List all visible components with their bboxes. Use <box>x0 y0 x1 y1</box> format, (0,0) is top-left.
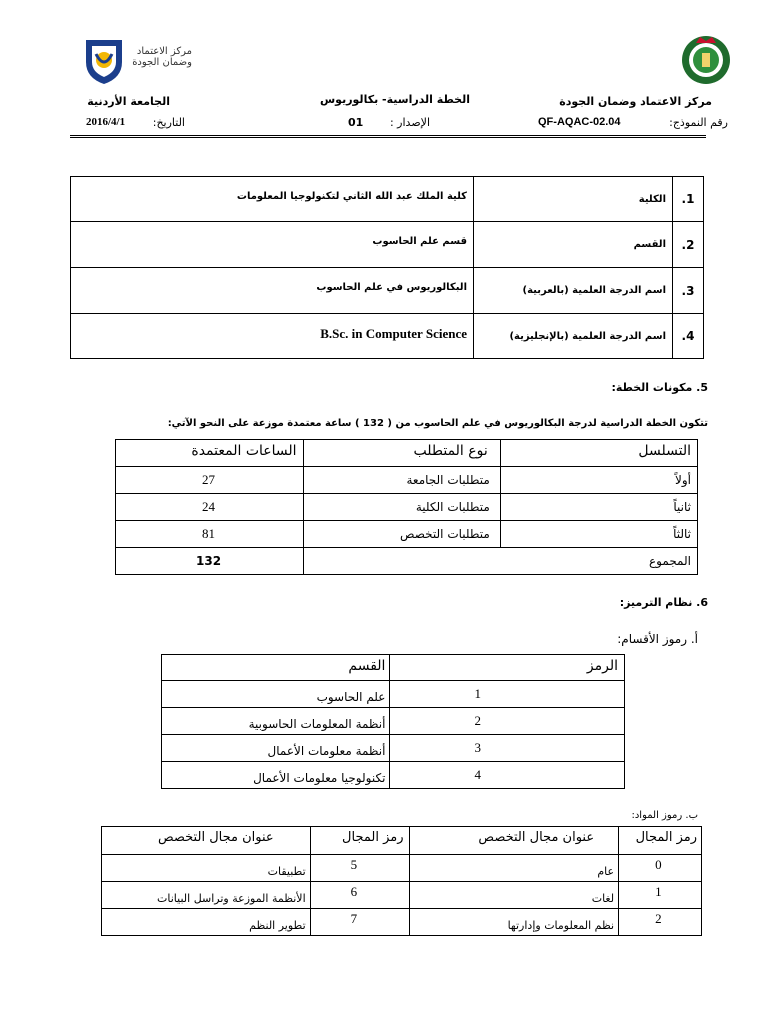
table-header-row <box>162 655 625 681</box>
info-number: 4. <box>681 329 695 343</box>
field-code: 7 <box>350 911 358 926</box>
table-row <box>116 494 698 521</box>
info-label: الكلية <box>638 193 666 205</box>
section5-intro: تتكون الخطة الدراسية لدرجة البكالوريوس في علم الحاسوب من ( 132 ) ساعة معتمدة موزعة على النحو الآتي: <box>167 418 708 429</box>
plan-components-table <box>115 439 698 575</box>
header-divider <box>70 135 706 138</box>
column-header: نوع المتطلب <box>413 443 488 459</box>
dept-code: 3 <box>474 740 481 755</box>
table-row <box>162 681 625 708</box>
program-info-table <box>70 176 704 359</box>
issue-number: 01 <box>348 116 364 129</box>
seq-cell: ثالثاً <box>673 527 691 541</box>
info-value: البكالوريوس في علم الحاسوب <box>316 282 467 293</box>
total-row <box>116 548 698 575</box>
field-code: 1 <box>655 884 662 899</box>
date-value: 2016/4/1 <box>86 116 126 128</box>
accreditation-logo <box>82 36 192 88</box>
total-value: 132 <box>196 554 222 568</box>
field-code: 2 <box>655 911 662 926</box>
table-row <box>102 909 702 936</box>
info-label: اسم الدرجة العلمية (بالعربية) <box>522 285 666 296</box>
info-number: 3. <box>681 283 695 298</box>
dept-name: أنظمة المعلومات الحاسوبية <box>248 717 386 731</box>
section6-sub-b: ب. رموز المواد: <box>631 810 698 821</box>
university-emblem-icon <box>680 33 732 85</box>
issue-label: الإصدار : <box>389 116 430 129</box>
right-org: مركز الاعتماد وضمان الجودة <box>559 95 712 108</box>
table-row <box>116 521 698 548</box>
table-header-row <box>116 440 698 467</box>
field-code: 5 <box>350 857 358 872</box>
dept-name: علم الحاسوب <box>316 690 386 704</box>
field-codes-table <box>101 826 702 936</box>
seq-cell: ثانياً <box>673 500 691 514</box>
info-label: القسم <box>633 239 666 250</box>
table-row <box>162 762 625 789</box>
dept-code: 2 <box>474 713 481 728</box>
field-code: 0 <box>655 857 662 872</box>
table-row <box>162 708 625 735</box>
column-header: رمز المجال <box>635 830 697 845</box>
table-row <box>116 467 698 494</box>
column-header: عنوان مجال التخصص <box>478 830 595 845</box>
info-label: اسم الدرجة العلمية (بالإنجليزية) <box>509 330 666 342</box>
column-header: الساعات المعتمدة <box>191 443 297 459</box>
dept-code: 1 <box>474 686 481 701</box>
info-value: B.Sc. in Computer Science <box>320 326 467 341</box>
info-value: قسم علم الحاسوب <box>372 236 467 247</box>
center-title: الخطة الدراسية- بكالوريوس <box>320 93 470 106</box>
info-number: 2. <box>681 237 695 252</box>
table-row <box>162 735 625 762</box>
info-value: كلية الملك عبد الله الثاني لتكنولوجيا المعلومات <box>236 191 467 202</box>
left-org: الجامعة الأردنية <box>87 95 170 108</box>
type-cell: متطلبات الكلية <box>415 500 490 514</box>
field-title: نظم المعلومات وإدارتها <box>507 918 615 932</box>
type-cell: متطلبات الجامعة <box>406 473 490 487</box>
column-header: القسم <box>348 657 386 674</box>
section6-sub-a: أ. رموز الأقسام: <box>617 632 698 646</box>
accreditation-logo-icon <box>82 36 126 86</box>
column-header: رمز المجال <box>342 830 404 845</box>
info-row <box>71 222 704 268</box>
info-row <box>71 314 704 359</box>
column-header: عنوان مجال التخصص <box>157 830 274 845</box>
seq-cell: أولاً <box>675 473 691 487</box>
table-header-row <box>102 827 702 855</box>
logo-text-line2: وضمان الجودة <box>132 57 192 68</box>
column-header: الرمز <box>586 657 618 674</box>
university-logo <box>680 33 732 85</box>
info-row <box>71 177 704 222</box>
dept-name: أنظمة معلومات الأعمال <box>267 744 386 758</box>
form-number: QF-AQAC-02.04 <box>538 116 621 128</box>
table-row <box>102 882 702 909</box>
table-row <box>102 855 702 882</box>
field-title: عام <box>597 864 615 878</box>
type-cell: متطلبات التخصص <box>400 527 490 541</box>
field-title: لغات <box>591 891 615 905</box>
section5-title: 5. مكونات الخطة: <box>611 381 708 394</box>
date-label: التاريخ: <box>152 116 185 129</box>
hours-cell: 81 <box>202 526 215 541</box>
hours-cell: 27 <box>202 472 215 487</box>
total-label: المجموع <box>649 554 691 568</box>
hours-cell: 24 <box>202 499 215 514</box>
form-label: رقم النموذج: <box>669 116 728 129</box>
info-row <box>71 268 704 314</box>
column-header: التسلسل <box>638 443 691 459</box>
dept-name: تكنولوجيا معلومات الأعمال <box>253 771 386 785</box>
info-number: 1. <box>681 192 695 206</box>
dept-code: 4 <box>474 767 481 782</box>
field-title: تطبيقات <box>267 864 306 878</box>
field-title: الأنظمة الموزعة وتراسل البيانات <box>157 891 306 905</box>
field-code: 6 <box>350 884 358 899</box>
department-codes-table <box>161 654 625 789</box>
logo-text-line1: مركز الاعتماد <box>136 46 192 57</box>
section6-title: 6. نظام الترميز: <box>619 596 708 609</box>
field-title: تطوير النظم <box>249 918 306 932</box>
